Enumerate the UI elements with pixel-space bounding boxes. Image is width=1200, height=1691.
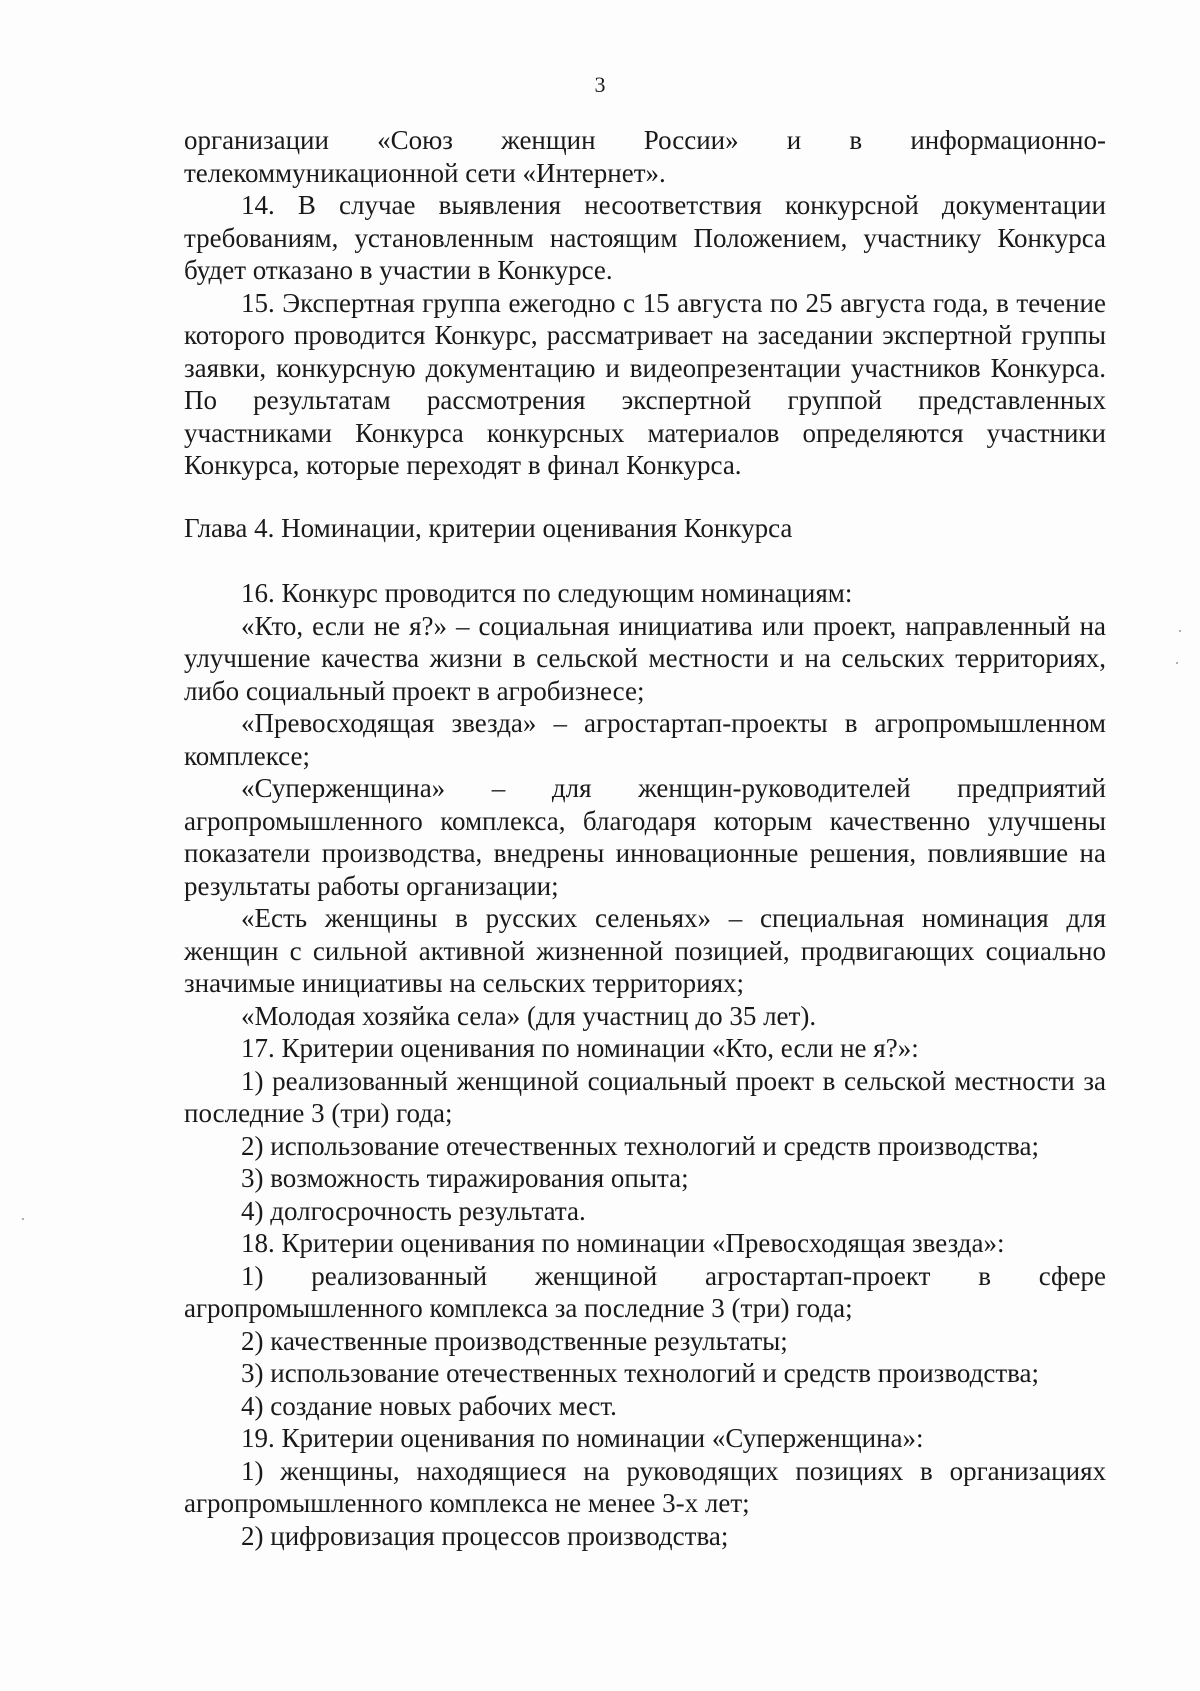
criterion-17-3: 3) возможность тиражирования опыта; [241,1163,689,1193]
criterion-18-3: 3) использование отечественных технологий и средств производства; [241,1358,1040,1388]
page-number: 3 [594,72,606,97]
nomination-molodaya-khozyayka: «Молодая хозяйка села» (для участниц до 35 лет). [241,1000,817,1031]
paragraph-17: 17. Критерии оценивания по номинации «Кто, если не я?»: [241,1033,919,1063]
paragraph-continuation: организации «Союз женщин России» и в информационно-телекоммуникационной сети «Интернет». [184,125,1106,188]
criterion-17-1: 1) реализованный женщиной социальный проект в сельской местности за последние 3 (три) года; [184,1065,1106,1128]
scan-speck [1179,630,1181,632]
nomination-kto-esli-ne-ya: «Кто, если не я?» – социальная инициатива или проект, направленный на улучшение качества жизни в сельской местности и на сельских территориях, либо социальный проект в агробизнесе; [184,610,1106,706]
paragraph-16: 16. Конкурс проводится по следующим номинациям: [241,578,853,608]
criterion-17-4: 4) долгосрочность результата. [241,1195,586,1226]
criterion-18-1: 1) реализованный женщиной агростартап-проект в сфере агропромышленного комплекса за последние 3 (три) года; [184,1260,1106,1323]
chapter-heading: Глава 4. Номинации, критерии оценивания Конкурса [184,512,793,543]
criterion-18-4: 4) создание новых рабочих мест. [241,1390,617,1421]
criterion-19-2: 2) цифровизация процессов производства; [241,1520,729,1551]
scan-speck [1176,662,1178,664]
document-body [184,124,1106,1552]
paragraph-15: 15. Экспертная группа ежегодно с 15 августа по 25 августа года, в течение которого проводится Конкурс, рассматривает на заседании экспертной группы заявки, конкурсную документацию и видеопрезентации участников Конкурса. По результатам рассмотрения экспертной группой представленных участниками Конкурса конкурсных материалов определяются участники Конкурса, которые переходят в финал Конкурса. [184,287,1106,480]
criterion-18-2: 2) качественные производственные результаты; [241,1325,788,1356]
criterion-17-2: 2) использование отечественных технологий и средств производства; [241,1130,1040,1161]
paragraph-14: 14. В случае выявления несоответствия конкурсной документации требованиям, установленным настоящим Положением, участнику Конкурса будет отказано в участии в Конкурсе. [184,190,1106,285]
nomination-superzhenshchina: «Суперженщина» – для женщин-руководителей предприятий агропромышленного комплекса, благодаря которым качественно улучшены показатели производства, внедрены инновационные решения, повлиявшие на результаты работы организации; [184,773,1106,901]
nomination-est-zhenshchiny: «Есть женщины в русских селеньях» – специальная номинация для женщин с сильной активной жизненной позицией, продвигающих социально значимые инициативы на сельских территориях; [184,903,1106,998]
scan-speck [22,1218,24,1220]
nomination-prevoskhodyashchaya-zvezda: «Превосходящая звезда» – агростартап-проекты в агропромышленном комплексе; [184,708,1106,771]
paragraph-18: 18. Критерии оценивания по номинации «Превосходящая звезда»: [241,1228,1005,1258]
criterion-19-1: 1) женщины, находящиеся на руководящих позициях в организациях агропромышленного комплекса не менее 3-х лет; [184,1455,1106,1518]
paragraph-19: 19. Критерии оценивания по номинации «Суперженщина»: [241,1423,924,1453]
